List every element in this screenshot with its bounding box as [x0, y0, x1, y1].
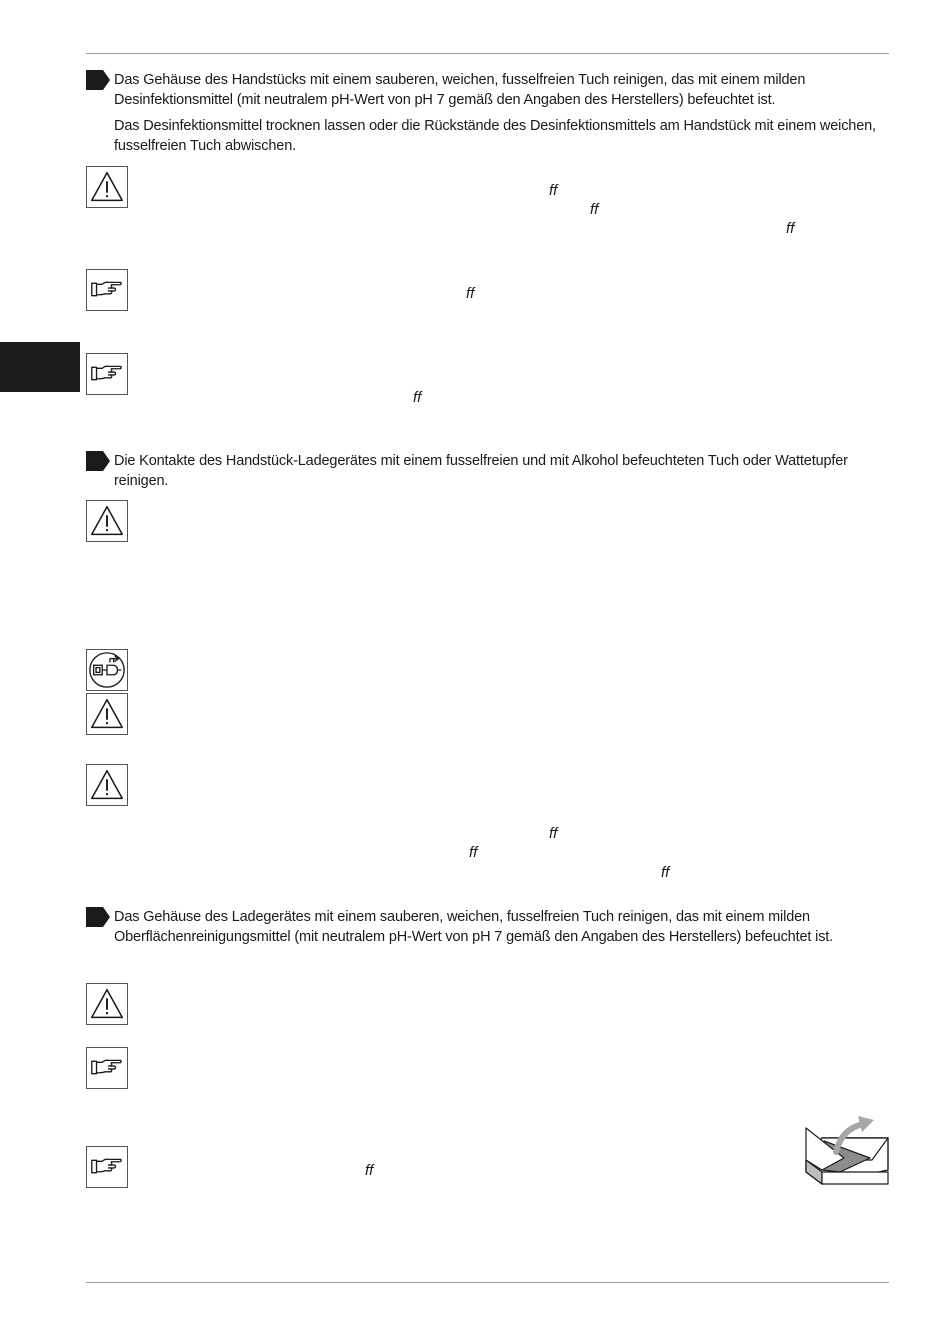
ligature-ff: ff — [466, 285, 475, 302]
ligature-ff: ff — [365, 1162, 374, 1179]
ligature-ff: ff — [786, 220, 795, 237]
ligature-ff: ff — [590, 201, 599, 218]
ligature-ff: ff — [469, 844, 478, 861]
handpiece-clean-text: Das Gehäuse des Handstücks mit einem sauberen, weichen, fusselfreien Tuch reinigen, das mit einem milden Desinfektionsmittel (mit neutralem pH-Wert von pH 7 gemäß den Angaben des Herstellers) befeuchtet ist. — [114, 72, 806, 108]
handpiece-dry-text: Das Desinfektionsmittel trocknen lassen oder die Rückstände des Desinfektionsmittels am Handstück mit einem weichen, fusselfreien Tuch abwischen. — [114, 118, 876, 154]
unplug-mains-icon — [86, 649, 128, 691]
pointing-hand-icon — [86, 269, 128, 311]
bottom-rule — [86, 1282, 889, 1283]
charger-clean-text: Das Gehäuse des Ladegerätes mit einem sauberen, weichen, fusselfreien Tuch reinigen, das mit einem milden Oberflächenreinigungsmittel (mit neutralem pH-Wert von pH 7 gemäß den Angaben des Herstellers) befeuchtet ist. — [114, 909, 834, 945]
top-rule — [86, 53, 889, 54]
ligature-ff: ff — [661, 864, 670, 881]
bullet-arrow-icon — [86, 451, 110, 471]
warning-triangle-icon — [86, 166, 128, 208]
bullet-arrow-icon — [86, 907, 110, 927]
ligature-ff: ff — [549, 825, 558, 842]
lid-opening-illustration — [800, 1112, 892, 1188]
pointing-hand-icon — [86, 353, 128, 395]
ligature-ff: ff — [549, 182, 558, 199]
warning-triangle-icon — [86, 500, 128, 542]
contacts-clean-text: Die Kontakte des Handstück-Ladegerätes mit einem fusselfreien und mit Alkohol befeuchteten Tuch oder Wattetupfer reinigen. — [114, 453, 848, 489]
warning-triangle-icon — [86, 693, 128, 735]
warning-triangle-icon — [86, 983, 128, 1025]
chapter-tab — [0, 342, 80, 392]
warning-triangle-icon — [86, 764, 128, 806]
pointing-hand-icon — [86, 1146, 128, 1188]
bullet-arrow-icon — [86, 70, 110, 90]
pointing-hand-icon — [86, 1047, 128, 1089]
ligature-ff: ff — [413, 389, 422, 406]
